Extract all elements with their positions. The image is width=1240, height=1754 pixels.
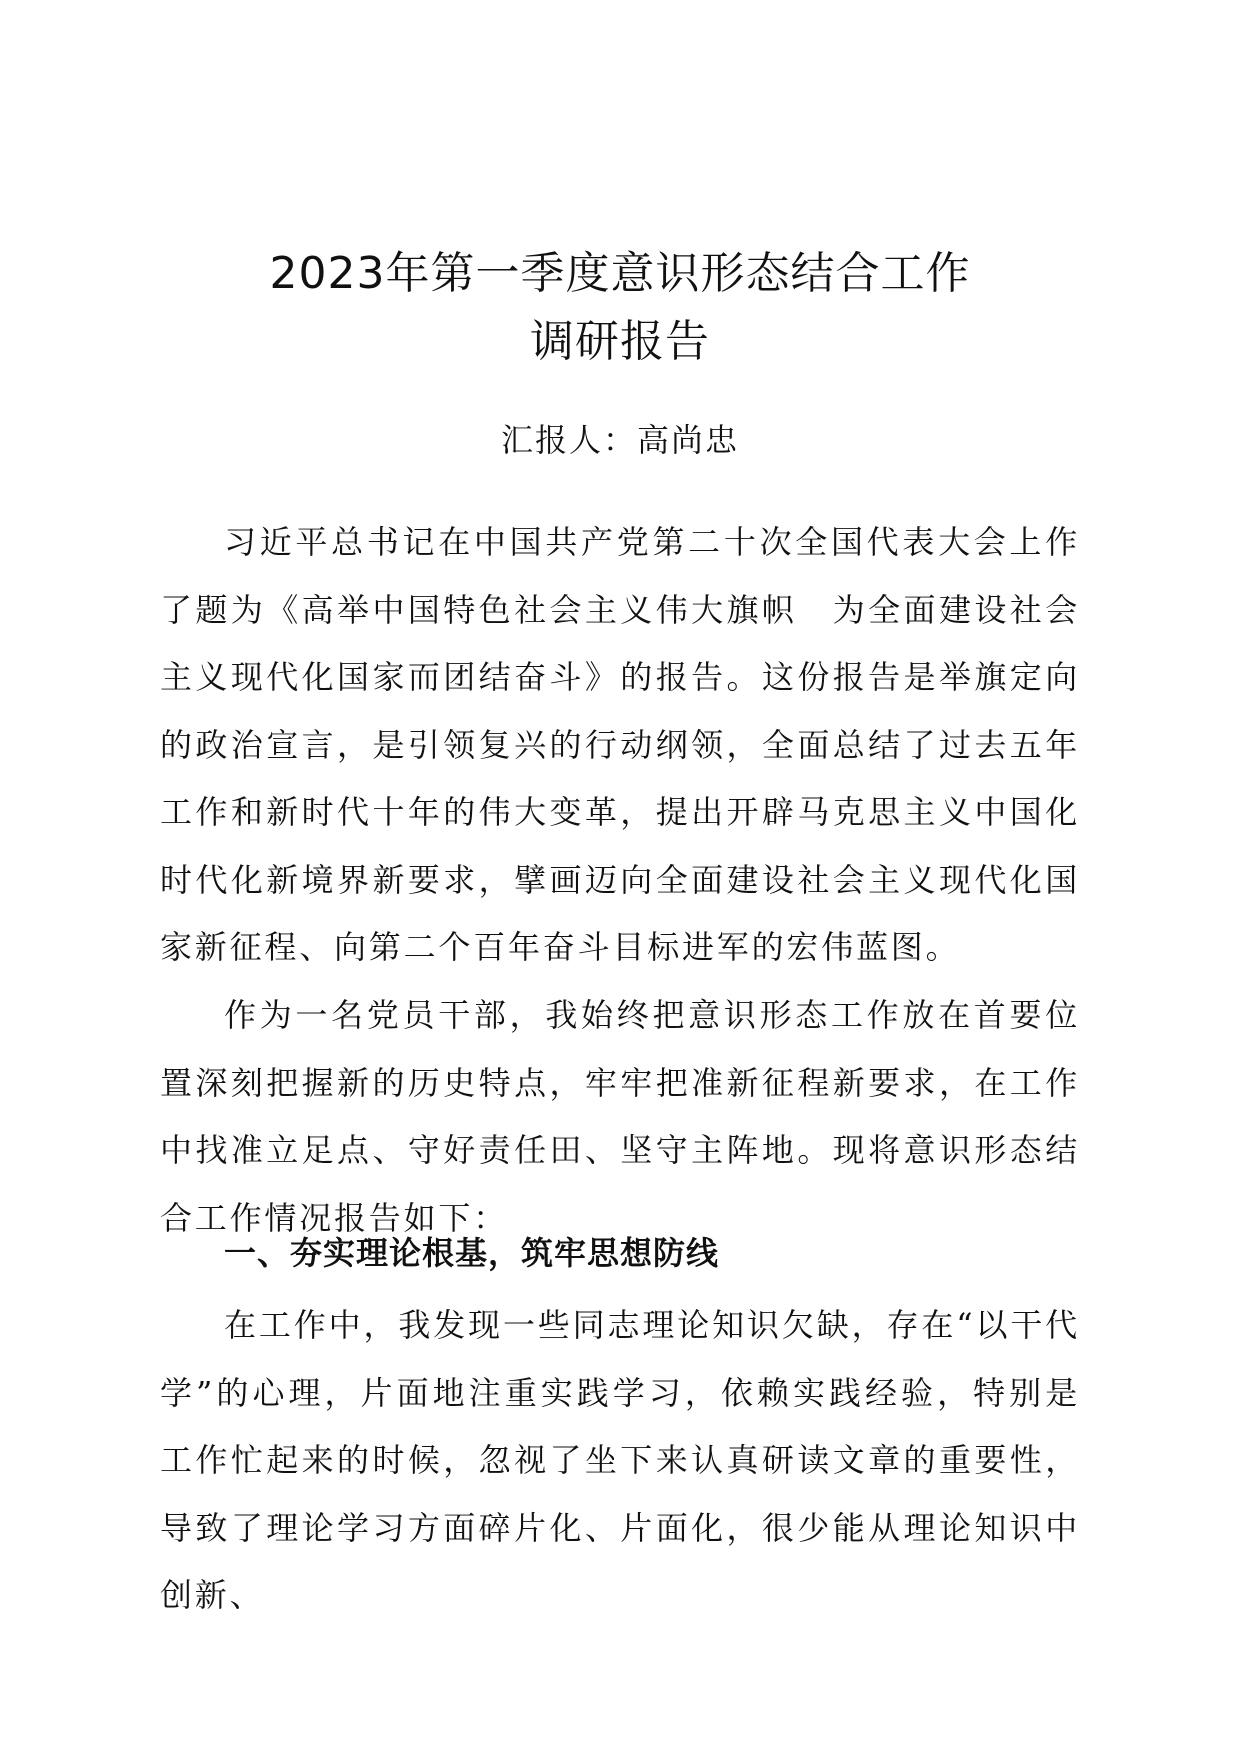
paragraph-intro: 习近平总书记在中国共产党第二十次全国代表大会上作了题为《高举中国特色社会主义伟大旗帜 为全面建设社会主义现代化国家而团结奋斗》的报告。这份报告是举旗定向的政治宣言，是引领复兴的行动纲领，全面总结了过去五年工作和新时代十年的伟大变革，提出开辟马克思主义中国化时代化新境界新要求，擘画迈向全面建设社会主义现代化国家新征程、向第二个百年奋斗目标进军的宏伟蓝图。 — [160, 523, 1080, 966]
section-heading-1: 一、夯实理论根基，筑牢思想防线 — [224, 1234, 720, 1272]
document-title-line2: 调研报告 — [530, 316, 710, 367]
paragraph-section1: 在工作中，我发现一些同志理论知识欠缺，存在“以干代学”的心理，片面地注重实践学习，依赖实践经验，特别是工作忙起来的时候，忽视了坐下来认真研读文章的重要性，导致了理论学习方面碎片化、片面化，很少能从理论知识中创新、 — [160, 1306, 1080, 1614]
reporter-line: 汇报人：高尚忠 — [500, 421, 739, 459]
paragraph-role: 作为一名党员干部，我始终把意识形态工作放在首要位置深刻把握新的历史特点，牢牢把准新征程新要求，在工作中找准立足点、守好责任田、坚守主阵地。现将意识形态结合工作情况报告如下： — [160, 996, 1080, 1237]
document-title-line1: 2023年第一季度意识形态结合工作 — [269, 248, 971, 299]
